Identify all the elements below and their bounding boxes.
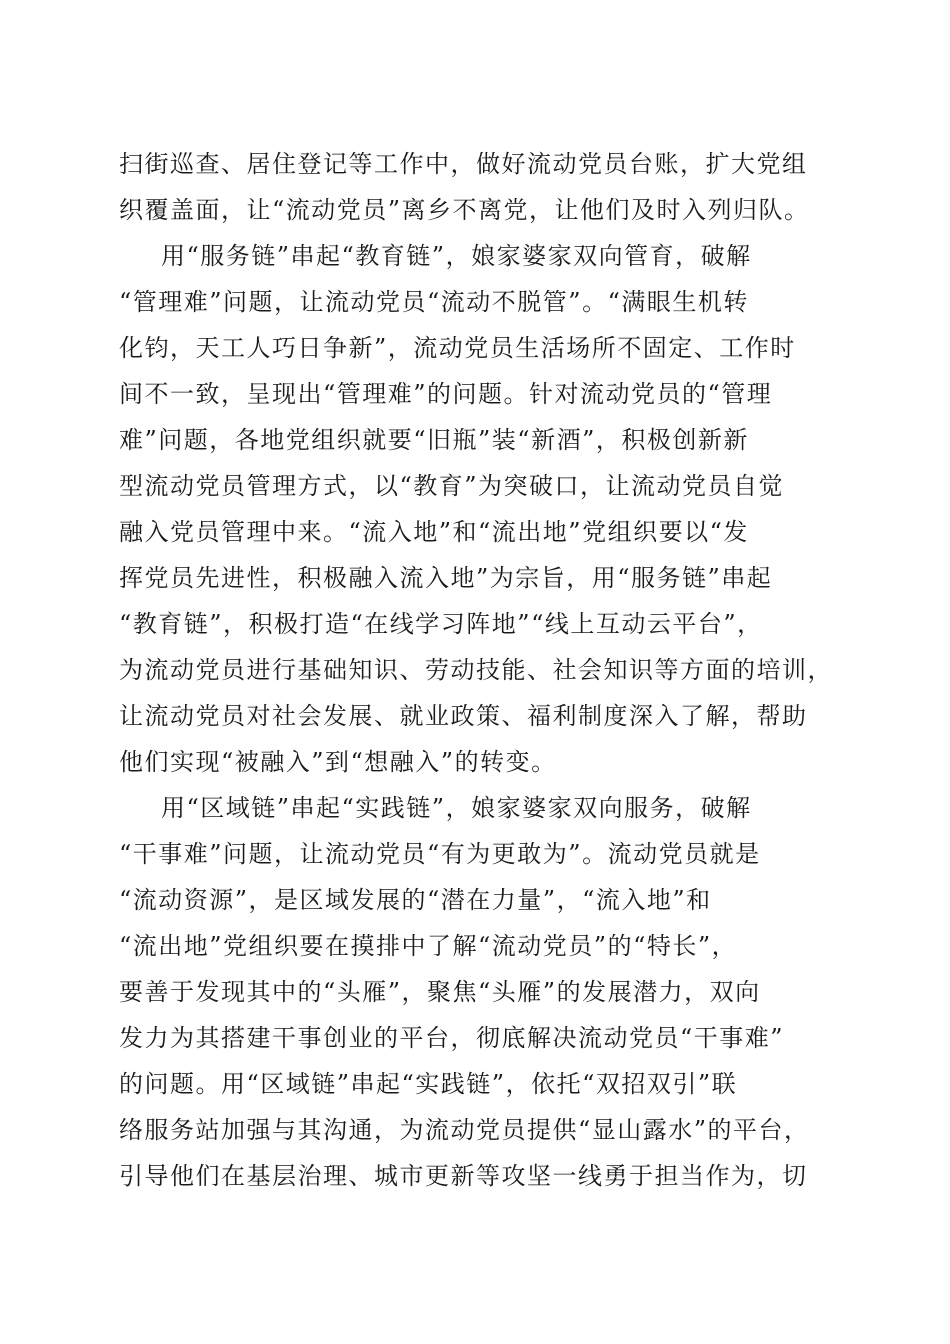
text-line: 他们实现“被融入”到“想融入”的转变。 xyxy=(119,748,557,776)
text-line: 的问题。用“区域链”串起“实践链”，依托“双招双引”联 xyxy=(119,1070,738,1098)
text-line: 化钧，天工人巧日争新”，流动党员生活场所不固定、工作时 xyxy=(119,334,796,362)
text-line: 扫街巡查、居住登记等工作中，做好流动党员台账，扩大党组 xyxy=(119,150,808,178)
text-line: 挥党员先进性，积极融入流入地”为宗旨，用“服务链”串起 xyxy=(119,564,773,592)
text-line: “管理难”问题，让流动党员“流动不脱管”。“满眼生机转 xyxy=(119,288,749,316)
text-line: 为流动党员进行基础知识、劳动技能、社会知识等方面的培训， xyxy=(119,656,833,684)
text-line: “教育链”，积极打造“在线学习阵地”“线上互动云平台”， xyxy=(119,610,763,638)
text-line: 让流动党员对社会发展、就业政策、福利制度深入了解，帮助 xyxy=(119,702,808,730)
text-line: “干事难”问题，让流动党员“有为更敢为”。流动党员就是 xyxy=(119,840,761,868)
text-line: 络服务站加强与其沟通，为流动党员提供“显山露水”的平台， xyxy=(119,1116,810,1144)
text-line: “流动资源”，是区域发展的“潜在力量”，“流入地”和 xyxy=(119,886,712,914)
body-text xyxy=(119,141,833,1199)
paragraph-start-line: 用“区域链”串起“实践链”，娘家婆家双向服务，破解 xyxy=(161,794,752,822)
text-line: 引导他们在基层治理、城市更新等攻坚一线勇于担当作为，切 xyxy=(119,1162,808,1190)
text-line: “流出地”党组织要在摸排中了解“流动党员”的“特长”， xyxy=(119,932,738,960)
text-line: 融入党员管理中来。“流入地”和“流出地”党组织要以“发 xyxy=(119,518,749,546)
text-line: 型流动党员管理方式，以“教育”为突破口，让流动党员自觉 xyxy=(119,472,785,500)
text-line: 发力为其搭建干事创业的平台，彻底解决流动党员“干事难” xyxy=(119,1024,785,1052)
text-line: 织覆盖面，让“流动党员”离乡不离党，让他们及时入列归队。 xyxy=(119,196,810,224)
paragraph-start-line: 用“服务链”串起“教育链”，娘家婆家双向管育，破解 xyxy=(161,242,752,270)
text-line: 间不一致，呈现出“管理难”的问题。针对流动党员的“管理 xyxy=(119,380,773,408)
text-line: 要善于发现其中的“头雁”，聚焦“头雁”的发展潜力，双向 xyxy=(119,978,761,1006)
text-line: 难”问题，各地党组织就要“旧瓶”装“新酒”，积极创新新 xyxy=(119,426,749,454)
